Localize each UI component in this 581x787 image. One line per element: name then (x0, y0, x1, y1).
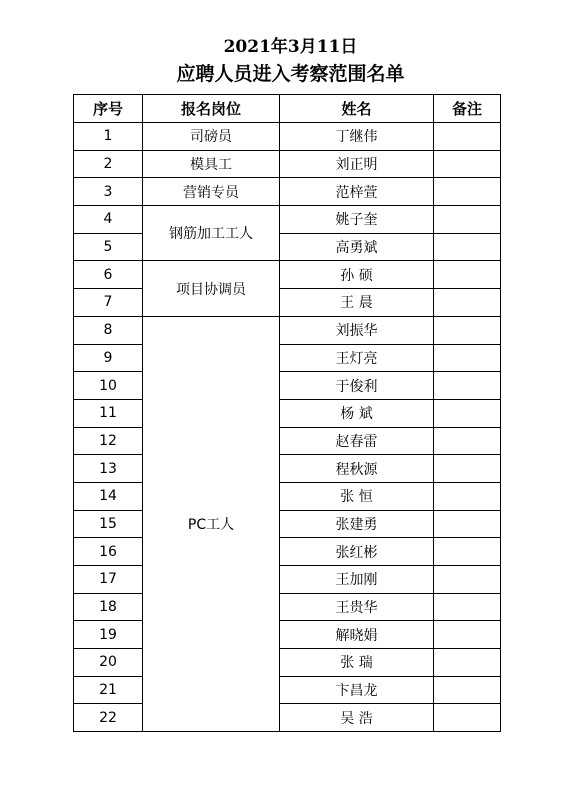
candidate-name: 赵春雷 (280, 427, 434, 455)
candidate-name: 刘振华 (280, 316, 434, 344)
row-number: 14 (74, 482, 143, 510)
row-number: 16 (74, 538, 143, 566)
row-number: 11 (74, 399, 143, 427)
row-number: 5 (74, 233, 143, 261)
candidate-name: 张 瑞 (280, 649, 434, 677)
candidate-name: 范梓萱 (280, 178, 434, 206)
candidate-name: 程秋源 (280, 455, 434, 483)
note-cell (434, 206, 501, 234)
row-number: 6 (74, 261, 143, 289)
table-header-row (74, 95, 501, 123)
note-cell (434, 621, 501, 649)
position-cell: 钢筋加工工人 (143, 206, 280, 261)
row-number: 8 (74, 316, 143, 344)
table-row (74, 649, 501, 677)
candidate-name: 于俊利 (280, 372, 434, 400)
note-cell (434, 704, 501, 732)
row-number: 1 (74, 123, 143, 151)
candidate-name: 刘正明 (280, 150, 434, 178)
note-cell (434, 593, 501, 621)
header-note: 备注 (434, 95, 501, 123)
table-row (74, 372, 501, 400)
note-cell (434, 123, 501, 151)
row-number: 12 (74, 427, 143, 455)
note-cell (434, 316, 501, 344)
row-number: 17 (74, 566, 143, 594)
candidate-name: 孙 硕 (280, 261, 434, 289)
note-cell (434, 649, 501, 677)
row-number: 9 (74, 344, 143, 372)
note-cell (434, 399, 501, 427)
table-row (74, 704, 501, 732)
table-row (74, 427, 501, 455)
table-row (74, 566, 501, 594)
position-cell: PC工人 (143, 316, 280, 731)
table-row (74, 455, 501, 483)
table-row (74, 233, 501, 261)
note-cell (434, 261, 501, 289)
document-title (0, 34, 581, 88)
note-cell (434, 482, 501, 510)
note-cell (434, 178, 501, 206)
row-number: 21 (74, 676, 143, 704)
candidate-name: 解晓娟 (280, 621, 434, 649)
note-cell (434, 344, 501, 372)
row-number: 4 (74, 206, 143, 234)
header-number: 序号 (74, 95, 143, 123)
note-cell (434, 566, 501, 594)
candidate-name: 王贵华 (280, 593, 434, 621)
table-row (74, 178, 501, 206)
row-number: 20 (74, 649, 143, 677)
candidate-name: 张红彬 (280, 538, 434, 566)
candidate-name: 杨 斌 (280, 399, 434, 427)
candidate-name: 王 晨 (280, 289, 434, 317)
table-row (74, 150, 501, 178)
table-row (74, 621, 501, 649)
table-row (74, 538, 501, 566)
candidate-name: 张建勇 (280, 510, 434, 538)
note-cell (434, 289, 501, 317)
note-cell (434, 233, 501, 261)
table-row (74, 123, 501, 151)
candidate-name: 吴 浩 (280, 704, 434, 732)
table-row (74, 289, 501, 317)
table-row (74, 206, 501, 234)
row-number: 2 (74, 150, 143, 178)
table-row (74, 510, 501, 538)
candidate-table (73, 94, 501, 732)
table-body (74, 123, 501, 732)
table-row (74, 593, 501, 621)
row-number: 13 (74, 455, 143, 483)
row-number: 22 (74, 704, 143, 732)
row-number: 18 (74, 593, 143, 621)
position-cell: 项目协调员 (143, 261, 280, 316)
row-number: 3 (74, 178, 143, 206)
note-cell (434, 676, 501, 704)
row-number: 19 (74, 621, 143, 649)
table-row (74, 344, 501, 372)
table-row (74, 316, 501, 344)
note-cell (434, 510, 501, 538)
table-row (74, 676, 501, 704)
note-cell (434, 372, 501, 400)
note-cell (434, 455, 501, 483)
table-row (74, 399, 501, 427)
title-date: 2021年3月11日 (223, 37, 358, 57)
note-cell (434, 150, 501, 178)
candidate-name: 张 恒 (280, 482, 434, 510)
note-cell (434, 538, 501, 566)
row-number: 15 (74, 510, 143, 538)
position-cell: 营销专员 (143, 178, 280, 206)
table-row (74, 482, 501, 510)
row-number: 10 (74, 372, 143, 400)
candidate-name: 卞昌龙 (280, 676, 434, 704)
header-position: 报名岗位 (143, 95, 280, 123)
candidate-name: 姚子奎 (280, 206, 434, 234)
title-main: 应聘人员进入考察范围名单 (176, 63, 405, 85)
position-cell: 司磅员 (143, 123, 280, 151)
position-cell: 模具工 (143, 150, 280, 178)
table-row (74, 261, 501, 289)
candidate-name: 丁继伟 (280, 123, 434, 151)
row-number: 7 (74, 289, 143, 317)
candidate-name: 王加刚 (280, 566, 434, 594)
note-cell (434, 427, 501, 455)
candidate-name: 高勇斌 (280, 233, 434, 261)
header-name: 姓名 (280, 95, 434, 123)
candidate-name: 王灯亮 (280, 344, 434, 372)
